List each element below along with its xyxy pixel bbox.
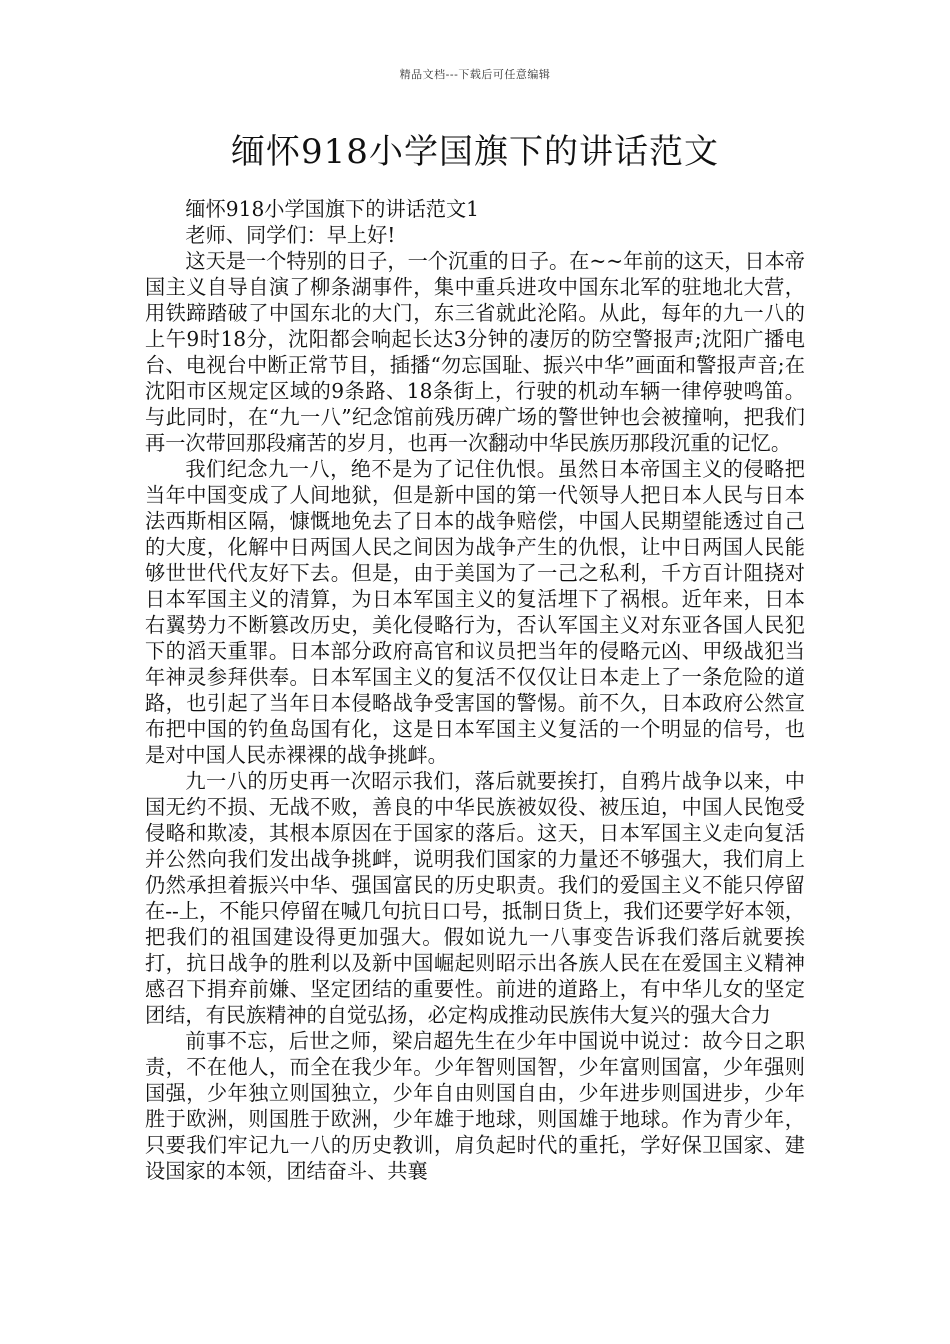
body-paragraph: 这天是一个特别的日子，一个沉重的日子。在~~年前的这天，日本帝国主义自导自演了柳条湖事件，集中重兵进攻中国东北军的驻地北大营，用铁蹄踏破了中国东北的大门，东三省就此沦陷。从此，每年的九一八的上午9时18分，沈阳都会响起长达3分钟的凄厉的防空警报声;沈阳广播电台、电视台中断正常节目，插播“勿忘国耻、振兴中华”画面和警报声音;在沈阳市区规定区域的9条路、18条街上，行驶的机动车辆一律停驶鸣笛。与此同时，在“九一八”纪念馆前残历碑广场的警世钟也会被撞响，把我们再一次带回那段痛苦的岁月，也再一次翻动中华民族历那段沉重的记忆。 [145,249,805,455]
document-body [145,196,805,1184]
body-paragraph: 九一八的历史再一次昭示我们，落后就要挨打，自鸦片战争以来，中国无约不损、无战不败，善良的中华民族被奴役、被压迫，中国人民饱受侵略和欺凌，其根本原因在于国家的落后。这天，日本军国主义走向复活并公然向我们发出战争挑衅，说明我们国家的力量还不够强大，我们肩上仍然承担着振兴中华、强国富民的历史职责。我们的爱国主义不能只停留在--上，不能只停留在喊几句抗日口号，抵制日货上，我们还要学好本领，把我们的祖国建设得更加强大。假如说九一八事变告诉我们落后就要挨打，抗日战争的胜利以及新中国崛起则昭示出各族人民在在爱国主义精神感召下捐弃前嫌、坚定团结的重要性。前进的道路上，有中华儿女的坚定团结，有民族精神的自觉弘扬，必定构成推动民族伟大复兴的强大合力 [145,769,805,1027]
subtitle-paragraph: 缅怀918小学国旗下的讲话范文1 [185,197,480,221]
document-title: 缅怀918小学国旗下的讲话范文 [231,132,719,172]
greeting-paragraph: 老师、同学们：早上好! [185,223,396,247]
header-note: 精品文档---下载后可任意编辑 [399,68,551,81]
body-paragraph: 我们纪念九一八，绝不是为了记住仇恨。虽然日本帝国主义的侵略把当年中国变成了人间地狱，但是新中国的第一代领导人把日本人民与日本法西斯相区隔，慷慨地免去了日本的战争赔偿，中国人民期望能透过自己的大度，化解中日两国人民之间因为战争产生的仇恨，让中日两国人民能够世世代代友好下去。但是，由于美国为了一己之私利，千方百计阻挠对日本军国主义的清算，为日本军国主义的复活埋下了祸根。近年来，日本右翼势力不断篡改历史，美化侵略行为，否认军国主义对东亚各国人民犯下的滔天重罪。日本部分政府高官和议员把当年的侵略元凶、甲级战犯当年神灵参拜供奉。日本军国主义的复活不仅仅让日本走上了一条危险的道路，也引起了当年日本侵略战争受害国的警惕。前不久，日本政府公然宣布把中国的钓鱼岛国有化，这是日本军国主义复活的一个明显的信号，也是对中国人民赤裸裸的战争挑衅。 [145,457,805,767]
body-paragraph: 前事不忘，后世之师，梁启超先生在少年中国说中说过：故今日之职责，不在他人，而全在我少年。少年智则国智，少年富则国富，少年强则国强，少年独立则国独立，少年自由则国自由，少年进步则国进步，少年胜于欧洲，则国胜于欧洲，少年雄于地球，则国雄于地球。作为青少年，只要我们牢记九一八的历史教训，肩负起时代的重托，学好保卫国家、建设国家的本领，团结奋斗、共襄 [145,1029,805,1183]
